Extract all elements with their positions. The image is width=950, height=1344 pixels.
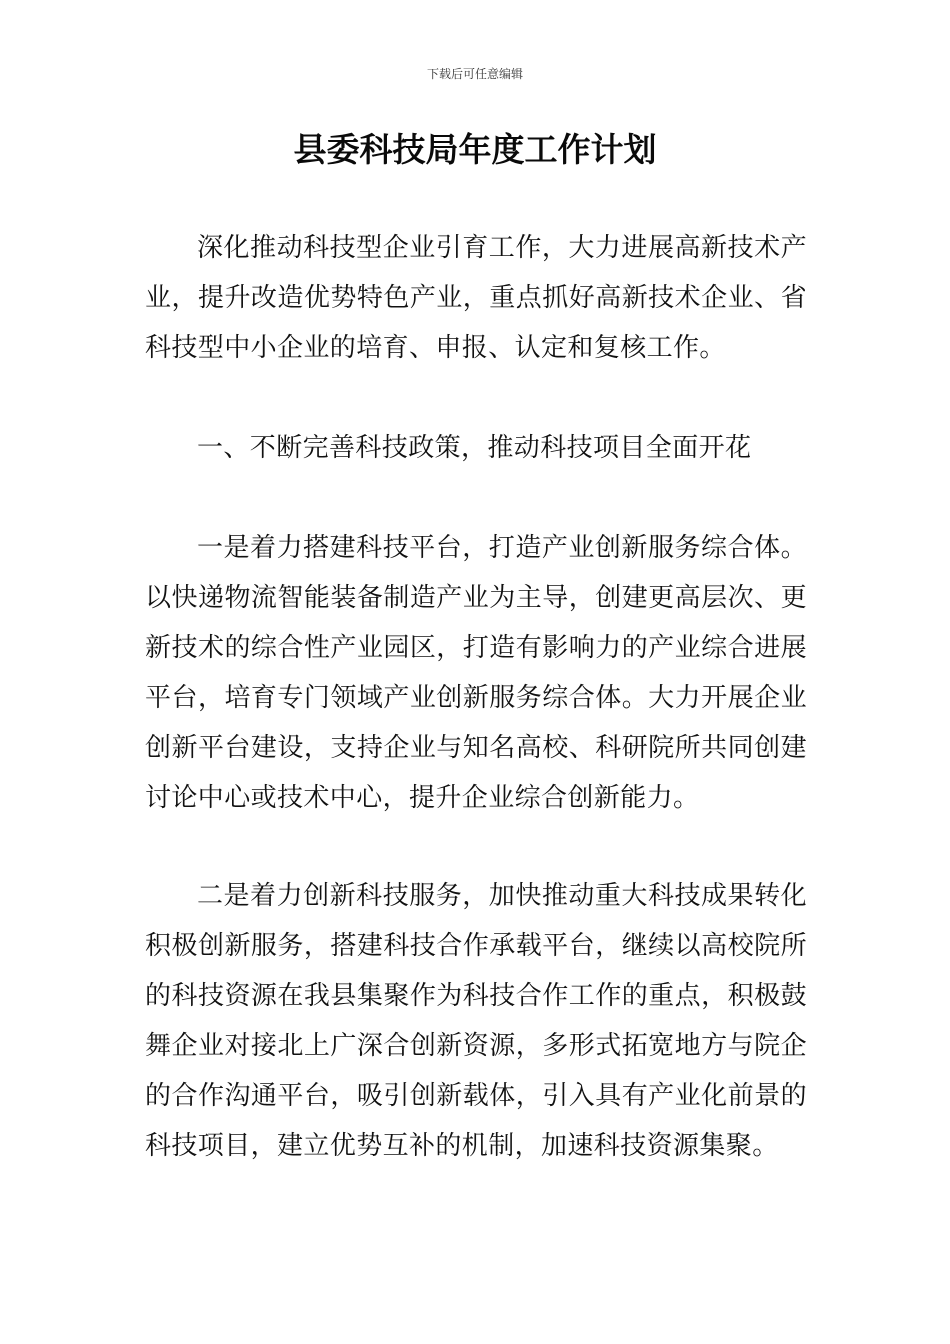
paragraph-point-1: 一是着力搭建科技平台，打造产业创新服务综合体。以快递物流智能装备制造产业为主导，创建更高层次、更新技术的综合性产业园区，打造有影响力的产业综合进展平台，培育专门领域产业创新服务综合体。大力开展企业创新平台建设，支持企业与知名高校、科研院所共同创建讨论中心或技术中心，提升企业综合创新能力。 — [145, 533, 807, 813]
section-heading: 一、不断完善科技政策，推动科技项目全面开花 — [197, 433, 752, 463]
document-title: 县委科技局年度工作计划 — [293, 130, 657, 169]
header-note: 下载后可任意编辑 — [426, 67, 523, 81]
intro-paragraph: 深化推动科技型企业引育工作，大力进展高新技术产业，提升改造优势特色产业，重点抓好高新技术企业、省科技型中小企业的培育、申报、认定和复核工作。 — [145, 233, 807, 363]
paragraph-point-2: 二是着力创新科技服务，加快推动重大科技成果转化积极创新服务，搭建科技合作承载平台，继续以高校院所的科技资源在我县集聚作为科技合作工作的重点，积极鼓舞企业对接北上广深合创新资源，多形式拓宽地方与院企的合作沟通平台，吸引创新载体，引入具有产业化前景的科技项目，建立优势互补的机制，加速科技资源集聚。 — [145, 881, 807, 1161]
